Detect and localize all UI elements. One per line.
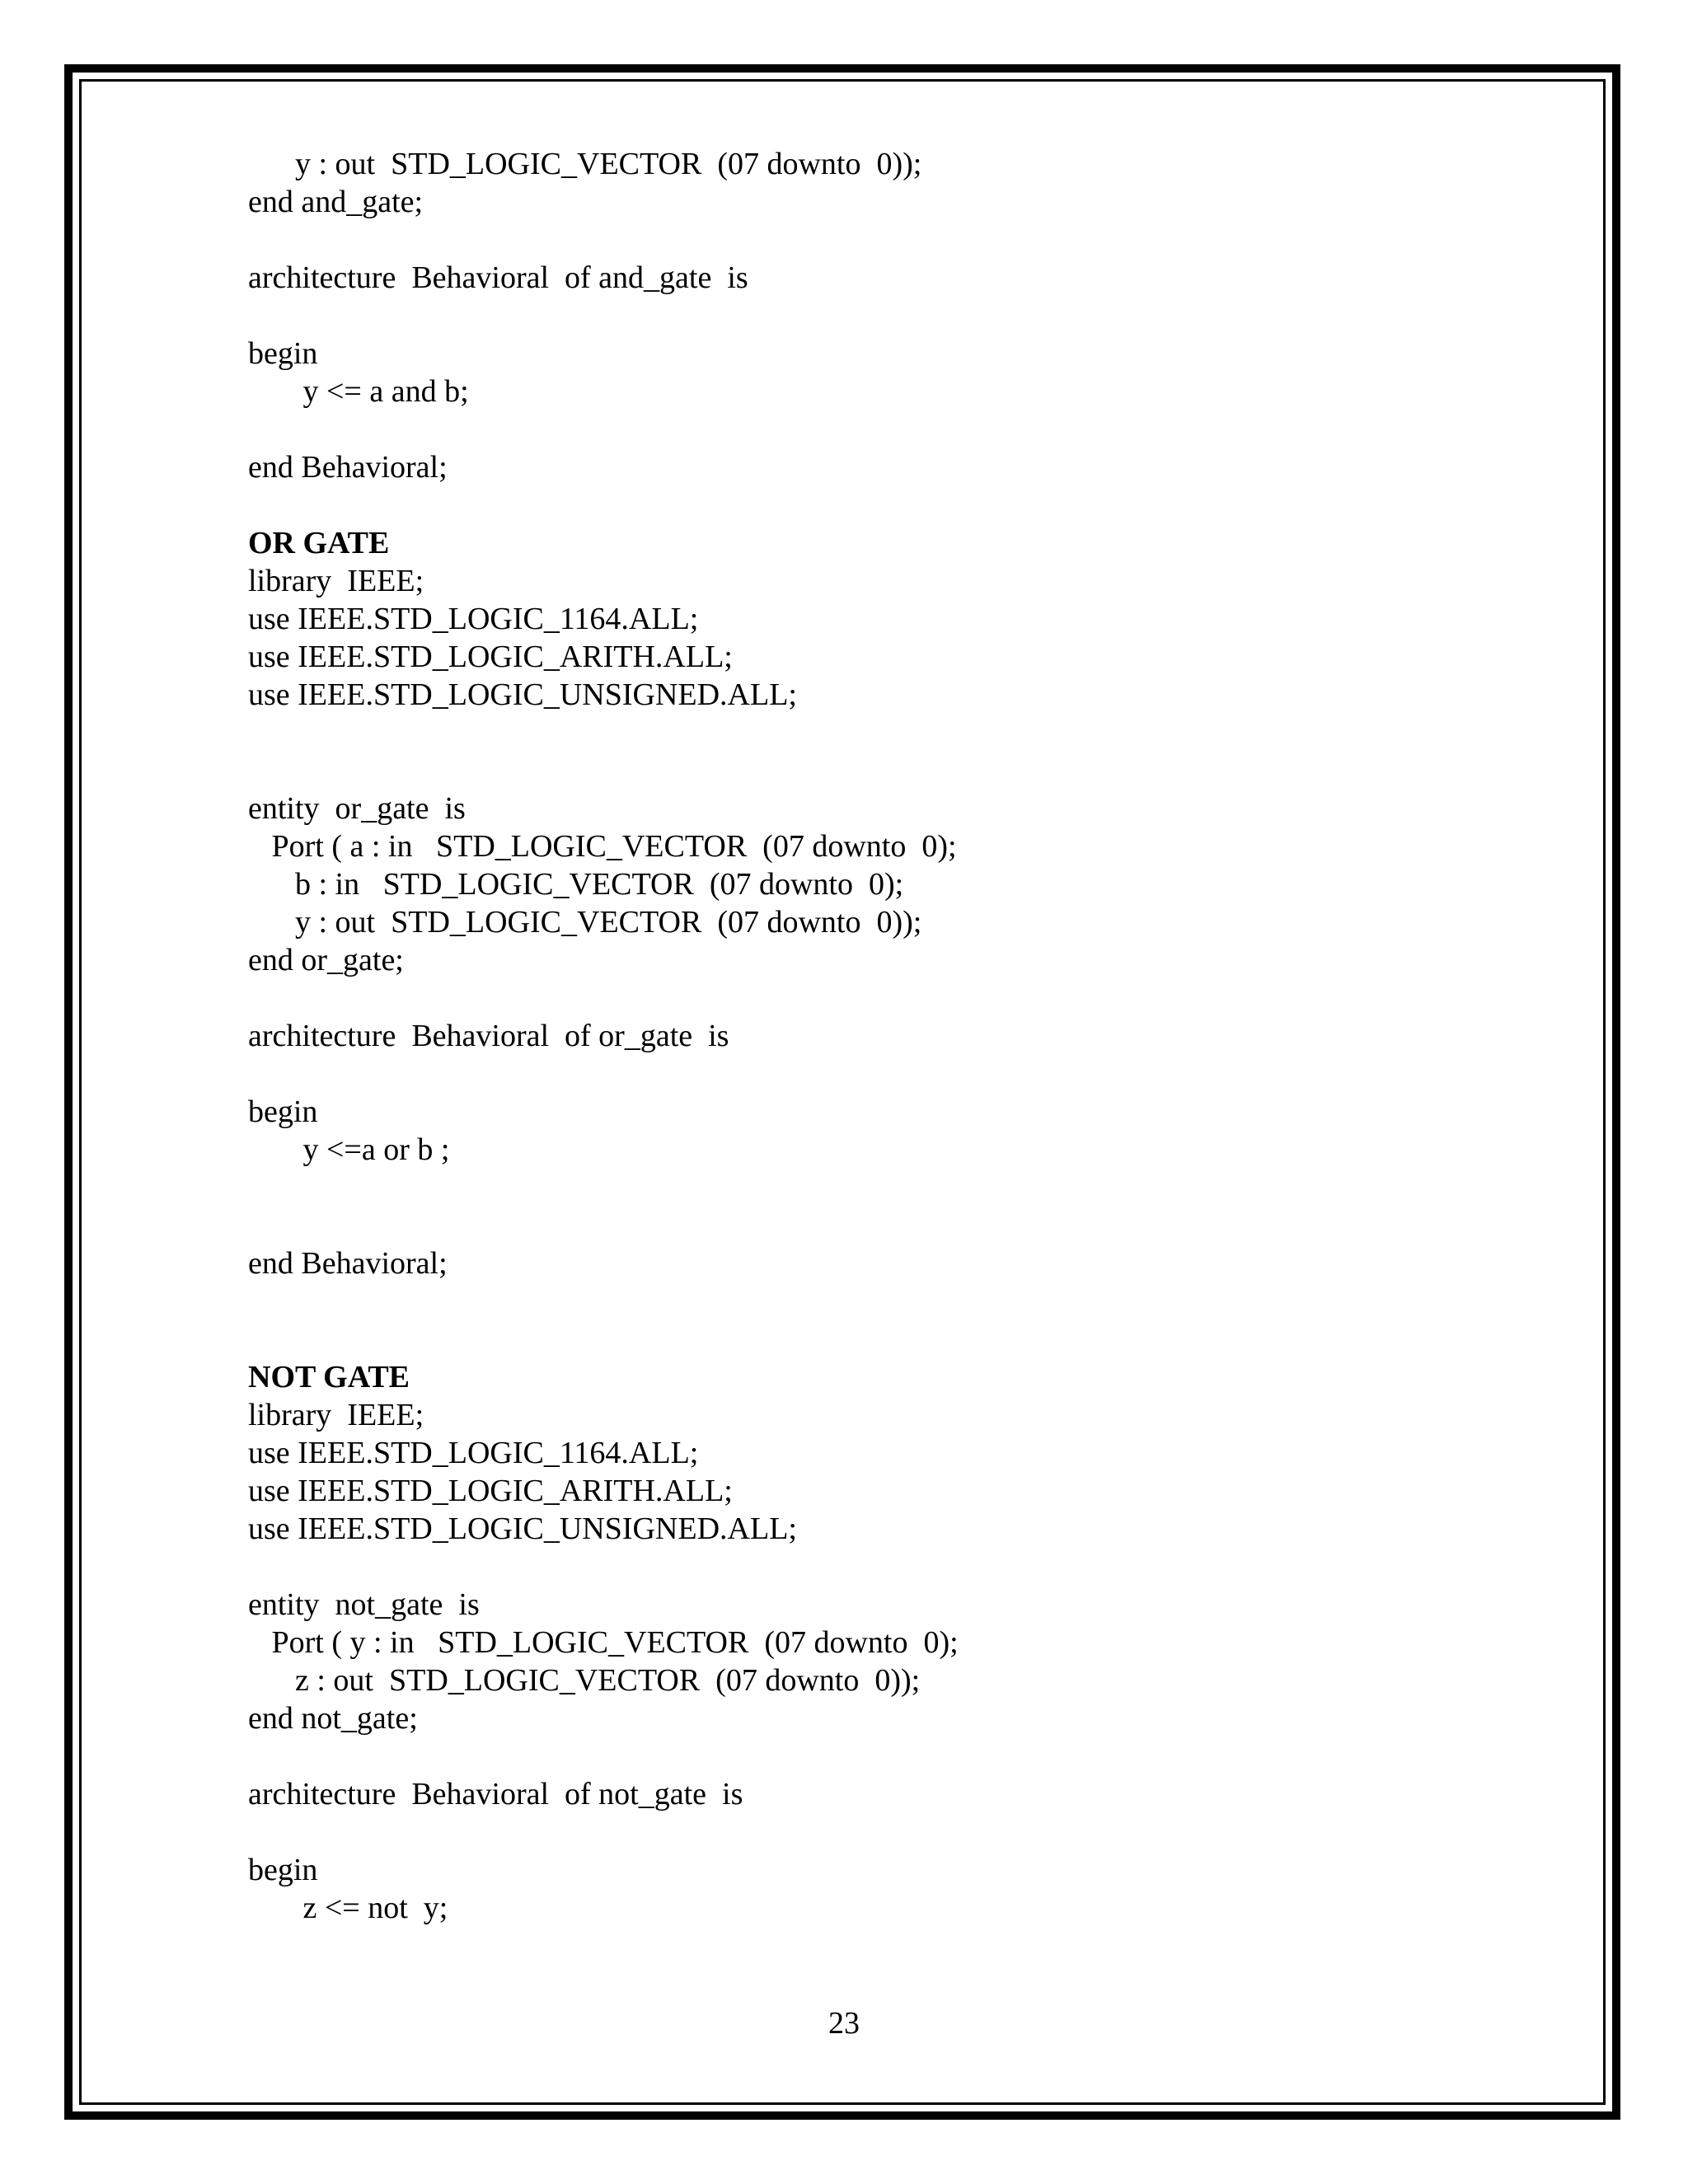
code-line: z : out STD_LOGIC_VECTOR (07 downto 0)); [248,1663,921,1698]
code-line: b : in STD_LOGIC_VECTOR (07 downto 0); [248,867,904,902]
code-line: architecture Behavioral of or_gate is [248,1019,729,1053]
code-line: use IEEE.STD_LOGIC_ARITH.ALL; [248,640,733,674]
code-line: y <=a or b ; [248,1132,450,1167]
code-line: end not_gate; [248,1701,418,1736]
code-line: end and_gate; [248,185,424,219]
blank-line [248,1737,1484,1775]
blank-line [248,979,1484,1017]
blank-line [248,297,1484,335]
code-line: use IEEE.STD_LOGIC_UNSIGNED.ALL; [248,1511,797,1546]
code-line: Port ( a : in STD_LOGIC_VECTOR (07 downto 0); [248,829,957,864]
code-line: library IEEE; [248,1398,424,1432]
code-line: use IEEE.STD_LOGIC_ARITH.ALL; [248,1474,733,1508]
blank-line [248,752,1484,790]
code-line: use IEEE.STD_LOGIC_1164.ALL; [248,1436,699,1470]
code-line: entity or_gate is [248,791,466,826]
code-line: begin [248,1094,318,1129]
section-heading: OR GATE [248,526,390,560]
code-line: begin [248,1853,318,1887]
blank-line [248,1548,1484,1586]
blank-line [248,486,1484,524]
code-line: library IEEE; [248,564,424,598]
code-line: end or_gate; [248,943,404,977]
code-line: architecture Behavioral of not_gate is [248,1777,743,1811]
code-line: z <= not y; [248,1891,448,1925]
code-listing [248,145,1484,1927]
code-line: y : out STD_LOGIC_VECTOR (07 downto 0)); [248,147,922,181]
blank-line [248,1055,1484,1093]
page-number: 23 [828,2006,860,2041]
code-line: architecture Behavioral of and_gate is [248,260,748,295]
blank-line [248,1169,1484,1207]
blank-line [248,1320,1484,1358]
code-line: Port ( y : in STD_LOGIC_VECTOR (07 downto 0); [248,1625,959,1660]
code-line: entity not_gate is [248,1587,480,1622]
blank-line [248,221,1484,259]
code-line: end Behavioral; [248,1246,448,1281]
code-line: use IEEE.STD_LOGIC_UNSIGNED.ALL; [248,677,797,712]
section-heading: NOT GATE [248,1360,410,1394]
code-line: y <= a and b; [248,374,469,409]
blank-line [248,1282,1484,1320]
blank-line [248,714,1484,752]
blank-line [248,410,1484,448]
blank-line [248,1207,1484,1244]
blank-line [248,1813,1484,1851]
code-line: begin [248,336,318,371]
code-line: y : out STD_LOGIC_VECTOR (07 downto 0)); [248,905,922,940]
code-line: use IEEE.STD_LOGIC_1164.ALL; [248,602,699,636]
code-line: end Behavioral; [248,450,448,485]
